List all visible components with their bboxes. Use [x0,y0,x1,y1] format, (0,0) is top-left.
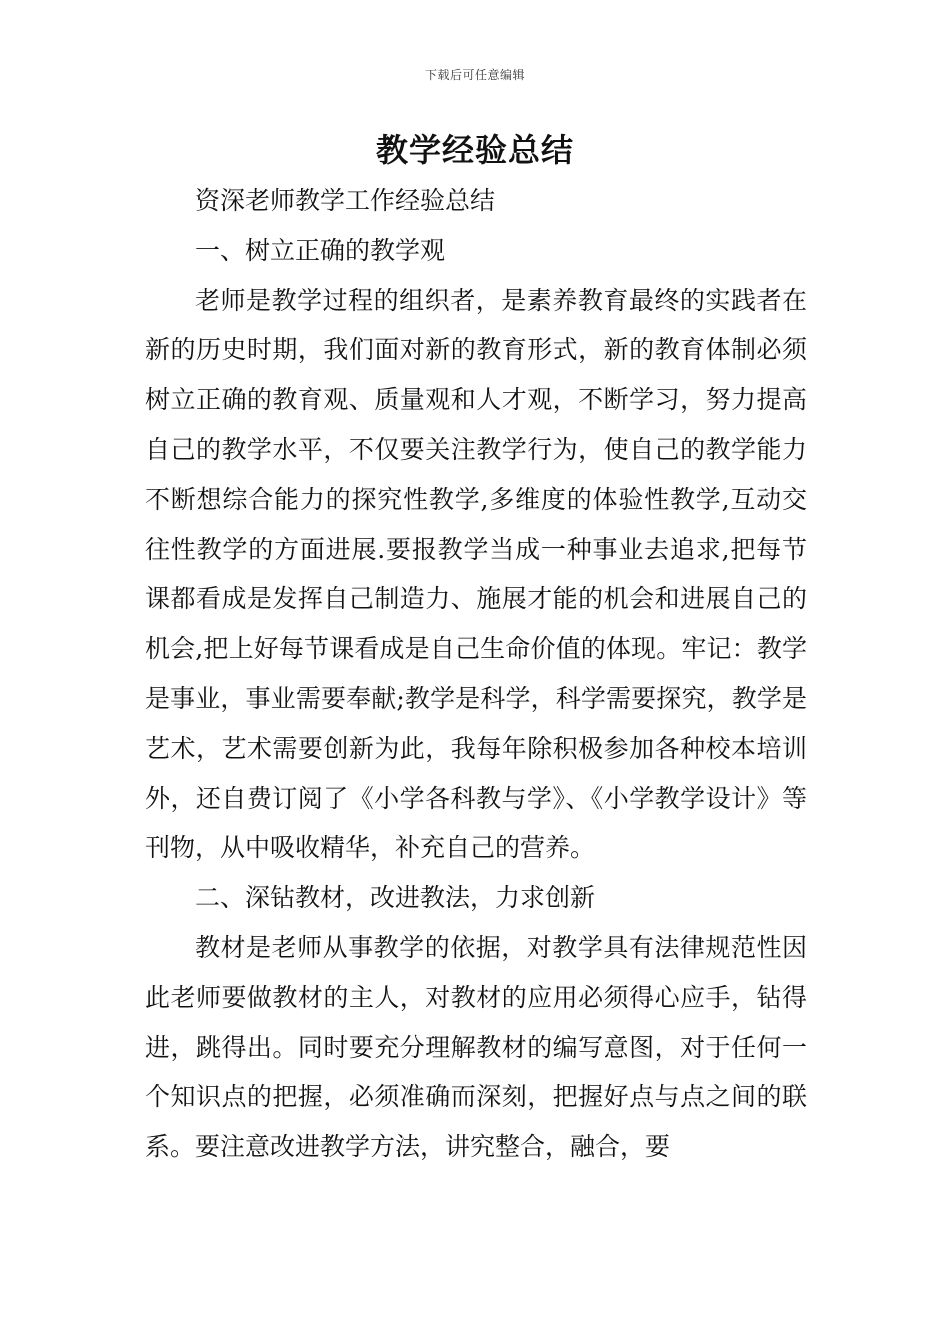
document-body [145,176,807,1172]
section-heading-1: 一、树立正确的教学观 [195,235,446,265]
header-note: 下载后可任意编辑 [424,68,525,82]
section-heading-2: 二、深钻教材，改进教法，力求创新 [195,883,596,913]
subtitle: 资深老师教学工作经验总结 [195,186,496,215]
document-title: 教学经验总结 [375,131,574,169]
section-paragraph-2: 教材是老师从事教学的依据，对教学具有法律规范性因此老师要做教材的主人，对教材的应用必须得心应手，钻得进，跳得出。同时要充分理解教材的编写意图，对于任何一个知识点的把握，必须准确而深刻，把握好点与点之间的联系。要注意改进教学方法，讲究整合，融合，要 [145,932,807,1162]
section-paragraph-1: 老师是教学过程的组织者，是素养教育最终的实践者在新的历史时期，我们面对新的教育形式，新的教育体制必须树立正确的教育观、质量观和人才观，不断学习，努力提高自己的教学水平，不仅要关注教学行为，使自己的教学能力不断想综合能力的探究性教学,多维度的体验性教学,互动交往性教学的方面进展.要报教学当成一种事业去追求,把每节课都看成是发挥自己制造力、施展才能的机会和进展自己的机会,把上好每节课看成是自己生命价值的体现。牢记：教学是事业，事业需要奉献;教学是科学，科学需要探究，教学是艺术，艺术需要创新为此，我每年除积极参加各种校本培训外，还自费订阅了《小学各科教与学》、《小学教学设计》等刊物，从中吸收精华，补充自己的营养。 [145,285,807,863]
